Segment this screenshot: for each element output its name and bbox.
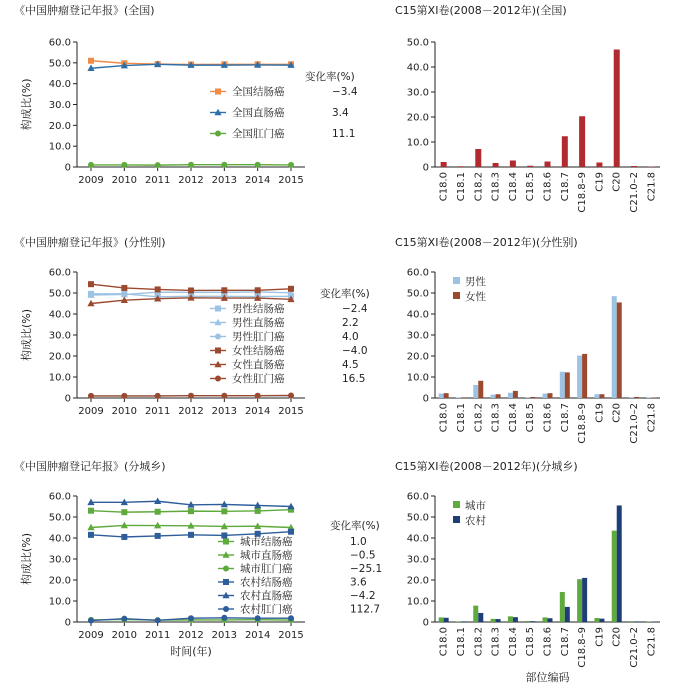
bar: [599, 619, 604, 622]
legend-change: −2.4: [342, 303, 368, 315]
bar: [562, 136, 568, 167]
legend-change: 2.2: [342, 317, 359, 329]
data-point: [221, 393, 227, 399]
data-point: [255, 615, 261, 621]
x-tick-label: C18.1: [455, 403, 467, 433]
legend-label: 城市直肠癌: [240, 549, 293, 562]
bar: [513, 391, 518, 398]
bar: [496, 394, 501, 398]
data-point: [155, 509, 161, 515]
y-tick-label: 10.0: [48, 141, 71, 153]
data-point: [188, 162, 194, 168]
bar: [491, 395, 496, 398]
legend-header: 变化率(%): [305, 71, 355, 83]
y-tick-label: 20.0: [406, 351, 429, 363]
data-point: [288, 162, 294, 168]
data-point: [188, 532, 194, 538]
bar: [513, 617, 518, 622]
legend-swatch-marker: [215, 348, 221, 354]
bar: [543, 617, 548, 622]
data-point: [121, 393, 127, 399]
x-tick-label: 2011: [144, 630, 171, 641]
x-tick-label: 2014: [244, 175, 271, 186]
y-tick-label: 60.0: [406, 267, 429, 279]
x-tick-label: C21.8: [646, 172, 658, 202]
legend-swatch: [453, 501, 460, 508]
y-tick-label: 10.0: [48, 596, 71, 608]
bar: [594, 618, 599, 622]
legend-change: 3.6: [350, 576, 367, 589]
x-tick-label: C18.3: [490, 627, 502, 657]
x-tick-label: C18.8–9: [577, 172, 589, 213]
bar: [508, 616, 513, 622]
bar: [594, 394, 599, 398]
bar: [634, 621, 639, 622]
y-tick-label: 10.0: [406, 137, 429, 149]
bar: [582, 578, 587, 622]
y-tick-label: 40.0: [48, 309, 71, 321]
legend-label: 全国直肠癌: [232, 107, 285, 119]
x-axis-label: 时间(年): [170, 645, 212, 658]
bar: [560, 372, 565, 398]
legend-label: 全国结肠癌: [232, 86, 285, 98]
legend-change: −0.5: [350, 549, 376, 562]
y-tick-label: 10.0: [406, 372, 429, 384]
y-tick-label: 30.0: [48, 100, 71, 111]
legend-label: 城市结肠癌: [240, 536, 293, 548]
data-point: [88, 532, 94, 538]
x-tick-label: 2015: [278, 630, 304, 641]
data-point: [155, 162, 161, 168]
x-tick-label: C18.2: [473, 403, 485, 433]
x-tick-label: C18.2: [473, 172, 485, 202]
y-axis-label: 构成比(%): [20, 78, 33, 131]
x-tick-label: 2013: [211, 630, 238, 641]
bar: [491, 619, 496, 622]
bar: [612, 531, 617, 622]
x-tick-label: C18.4: [507, 403, 519, 433]
legend-change: 4.0: [342, 331, 359, 343]
bar: [473, 606, 478, 622]
y-tick-label: 10.0: [406, 596, 429, 608]
legend-label: 全国肛门癌: [232, 128, 285, 140]
y-tick-label: 50.0: [48, 58, 71, 70]
data-point: [155, 617, 161, 623]
bar: [545, 162, 551, 168]
x-tick-label: 2010: [111, 406, 138, 417]
x-tick-label: 2012: [178, 175, 204, 186]
bar: [478, 381, 483, 398]
bar: [530, 621, 535, 622]
data-point: [88, 508, 94, 514]
bar: [444, 393, 449, 398]
data-point: [221, 287, 227, 293]
data-point: [88, 162, 94, 168]
bar: [582, 354, 587, 398]
bar: [525, 621, 530, 622]
y-tick-label: 50.0: [406, 512, 429, 524]
x-tick-label: C18.5: [525, 627, 537, 657]
y-tick-label: 50.0: [406, 37, 429, 49]
legend-change: 1.0: [350, 536, 367, 548]
y-tick-label: 20.0: [48, 575, 71, 587]
x-tick-label: C18.6: [542, 172, 554, 202]
x-tick-label: C20: [611, 172, 623, 192]
y-tick-label: 60.0: [48, 491, 71, 503]
legend-label: 男性肛门癌: [232, 331, 285, 343]
bar: [444, 618, 449, 622]
data-point: [288, 286, 294, 292]
x-tick-label: C18.6: [542, 403, 554, 433]
y-tick-label: 60.0: [48, 267, 71, 279]
bar: [548, 618, 553, 622]
x-tick-label: C18.1: [455, 627, 467, 657]
legend-label: 女性: [465, 291, 486, 303]
bar: [527, 166, 533, 167]
y-tick-label: 40.0: [48, 533, 71, 545]
x-tick-label: 2014: [244, 630, 271, 641]
bar: [439, 617, 444, 622]
legend-swatch-marker: [215, 89, 221, 95]
bar: [543, 394, 548, 398]
x-tick-label: C18.6: [542, 627, 554, 657]
chart-title: 《中国肿瘤登记年报》(全国): [14, 4, 155, 17]
x-tick-label: C18.4: [507, 627, 519, 657]
x-tick-label: C18.4: [507, 172, 519, 202]
x-tick-label: C19: [594, 627, 606, 647]
bar: [565, 372, 570, 398]
legend-label: 城市: [465, 500, 486, 512]
bar: [634, 397, 639, 398]
legend-header: 变化率(%): [320, 288, 370, 300]
y-tick-label: 30.0: [406, 330, 429, 342]
line-chart-2: [14, 235, 370, 417]
legend-label: 农村肛门癌: [240, 603, 293, 616]
y-tick-label: 0: [64, 617, 71, 629]
y-axis-label: 构成比(%): [20, 308, 33, 362]
data-point: [221, 532, 227, 538]
bar: [579, 116, 585, 167]
bar: [525, 397, 530, 398]
legend-label: 男性直肠癌: [232, 317, 285, 329]
bar: [441, 162, 447, 167]
bar: [461, 621, 466, 622]
legend-swatch-marker: [215, 306, 221, 312]
legend-label: 男性: [465, 276, 486, 288]
data-point: [121, 616, 127, 622]
bar: [510, 161, 516, 168]
bar: [631, 166, 637, 167]
legend-label: 农村: [465, 515, 486, 527]
x-tick-label: 2009: [78, 630, 104, 641]
x-tick-label: C20: [611, 627, 623, 647]
legend-label: 男性结肠癌: [232, 303, 285, 315]
y-tick-label: 0: [64, 162, 71, 174]
legend-change: −3.4: [332, 86, 358, 98]
x-tick-label: C18.8–9: [577, 627, 589, 668]
data-point: [121, 534, 127, 540]
y-tick-label: 40.0: [406, 309, 429, 321]
y-axis-label: 构成比(%): [20, 532, 33, 586]
bar: [617, 302, 622, 398]
x-tick-label: C18.3: [490, 171, 502, 202]
bar-chart-3: [395, 235, 660, 444]
data-point: [155, 533, 161, 539]
x-tick-label: 2010: [111, 630, 138, 641]
data-point: [221, 508, 227, 514]
x-tick-label: C18.5: [525, 403, 537, 433]
data-point: [188, 287, 194, 293]
x-tick-label: C18.0: [438, 627, 450, 657]
x-tick-label: C18.0: [438, 403, 450, 433]
bar: [614, 50, 620, 168]
x-tick-label: C21.8: [646, 627, 658, 657]
x-tick-label: C18.7: [559, 172, 571, 202]
data-point: [188, 393, 194, 399]
data-point: [221, 162, 227, 168]
bar: [612, 296, 617, 398]
legend-swatch-marker: [223, 539, 229, 545]
chart-title: 《中国肿瘤登记年报》(分城乡): [14, 460, 166, 473]
legend-swatch-marker: [223, 606, 229, 612]
data-point: [155, 393, 161, 399]
data-point: [121, 285, 127, 291]
x-tick-label: 2013: [211, 406, 238, 417]
legend-change: 11.1: [332, 128, 356, 140]
legend-change: −25.1: [350, 563, 383, 575]
y-tick-label: 0: [422, 393, 429, 405]
y-tick-label: 50.0: [406, 288, 429, 300]
y-tick-label: 20.0: [48, 120, 71, 132]
legend-swatch-marker: [223, 579, 229, 585]
line-chart-4: [14, 459, 382, 658]
bar: [478, 613, 483, 622]
legend-swatch: [453, 516, 460, 523]
bar: [475, 149, 481, 167]
legend-swatch-marker: [215, 376, 221, 382]
bar-chart-1: [395, 3, 660, 213]
legend-swatch-marker: [215, 334, 221, 340]
legend-label: 女性肛门癌: [232, 373, 285, 385]
chart-title: C15第XI卷(2008－2012年)(分性别): [395, 236, 578, 249]
data-point: [288, 615, 294, 621]
chart-title: C15第XI卷(2008－2012年)(全国): [395, 4, 567, 17]
bar: [456, 621, 461, 622]
x-tick-label: C18.2: [473, 627, 485, 657]
y-tick-label: 50.0: [48, 512, 71, 524]
y-tick-label: 40.0: [406, 533, 429, 545]
data-point: [88, 281, 94, 287]
data-point: [155, 286, 161, 292]
data-point: [255, 393, 261, 399]
chart-title: C15第XI卷(2008－2012年)(分城乡): [395, 460, 578, 473]
x-tick-label: C18.8–9: [577, 403, 589, 444]
legend-header: 变化率(%): [330, 520, 380, 532]
bar: [530, 397, 535, 398]
x-tick-label: C18.7: [559, 403, 571, 433]
x-tick-label: 2015: [278, 406, 304, 417]
legend-change: 16.5: [342, 373, 366, 385]
bar-chart-5: [395, 459, 660, 684]
data-point: [121, 509, 127, 515]
bar: [456, 397, 461, 398]
bar: [560, 592, 565, 622]
x-tick-label: 2011: [144, 406, 171, 417]
data-point: [288, 392, 294, 398]
bar: [577, 356, 582, 398]
data-point: [188, 508, 194, 514]
x-tick-label: 2009: [78, 175, 104, 186]
bar: [473, 385, 478, 398]
y-tick-label: 0: [422, 162, 429, 174]
legend-change: −4.2: [350, 590, 376, 602]
x-tick-label: C18.7: [559, 627, 571, 657]
legend-change: 3.4: [332, 107, 349, 119]
x-tick-label: C20: [611, 403, 623, 423]
y-tick-label: 30.0: [406, 554, 429, 566]
legend-swatch-marker: [223, 566, 229, 572]
x-tick-label: C18.0: [438, 172, 450, 202]
data-point: [188, 615, 194, 621]
x-tick-label: C21.0–2: [629, 172, 641, 213]
y-tick-label: 50.0: [48, 288, 71, 300]
bar: [493, 163, 499, 167]
y-tick-label: 30.0: [48, 330, 71, 342]
bar: [508, 393, 513, 398]
y-tick-label: 60.0: [406, 491, 429, 503]
data-point: [255, 508, 261, 514]
legend-change: −4.0: [342, 345, 368, 357]
legend-label: 城市肛门癌: [240, 563, 293, 575]
x-tick-label: C21.0–2: [629, 403, 641, 444]
legend-label: 女性结肠癌: [232, 345, 285, 357]
y-tick-label: 30.0: [48, 554, 71, 566]
bar: [496, 619, 501, 622]
data-point: [288, 529, 294, 535]
x-tick-label: 2014: [244, 406, 271, 417]
line-chart-0: [14, 3, 358, 186]
bar: [629, 621, 634, 622]
x-tick-label: C21.0–2: [629, 627, 641, 668]
bar: [458, 166, 464, 167]
x-tick-label: C18.3: [490, 402, 502, 433]
legend-change: 112.7: [350, 603, 381, 616]
x-tick-label: 2013: [211, 175, 238, 186]
x-tick-label: C18.5: [525, 172, 537, 202]
y-tick-label: 30.0: [406, 87, 429, 99]
x-tick-label: C19: [594, 172, 606, 192]
data-point: [88, 393, 94, 399]
bar: [577, 579, 582, 622]
x-tick-label: 2010: [111, 175, 138, 186]
x-tick-label: 2012: [178, 630, 204, 641]
legend-swatch: [453, 292, 460, 299]
legend-change: 4.5: [342, 359, 359, 371]
x-tick-label: C18.1: [455, 172, 467, 202]
x-tick-label: 2012: [178, 406, 204, 417]
bar: [599, 394, 604, 398]
y-tick-label: 40.0: [48, 79, 71, 91]
x-tick-label: 2015: [278, 175, 304, 186]
bar: [439, 394, 444, 398]
bar: [617, 505, 622, 622]
x-tick-label: C19: [594, 403, 606, 423]
data-point: [255, 162, 261, 168]
legend-label: 农村直肠癌: [240, 590, 293, 602]
y-tick-label: 60.0: [48, 37, 71, 49]
bar: [461, 397, 466, 398]
y-tick-label: 10.0: [48, 372, 71, 384]
data-point: [255, 287, 261, 293]
y-tick-label: 20.0: [406, 112, 429, 124]
data-point: [121, 162, 127, 168]
bar: [596, 163, 602, 168]
y-tick-label: 0: [64, 393, 71, 405]
bar: [548, 393, 553, 398]
chart-title: 《中国肿瘤登记年报》(分性别): [14, 236, 166, 249]
y-tick-label: 20.0: [48, 351, 71, 363]
x-tick-label: 2009: [78, 406, 104, 417]
data-point: [88, 618, 94, 624]
x-axis-label: 部位编码: [525, 671, 570, 684]
x-tick-label: C21.8: [646, 403, 658, 433]
legend-label: 女性直肠癌: [232, 359, 285, 371]
legend-swatch: [453, 277, 460, 284]
data-point: [221, 615, 227, 621]
legend-swatch-marker: [215, 131, 221, 137]
x-tick-label: 2011: [144, 175, 171, 186]
y-tick-label: 40.0: [406, 62, 429, 74]
y-tick-label: 20.0: [406, 575, 429, 587]
data-point: [88, 58, 94, 64]
bar: [648, 167, 654, 168]
bar: [565, 607, 570, 622]
y-tick-label: 0: [422, 617, 429, 629]
legend-label: 农村结肠癌: [240, 576, 293, 589]
bar: [629, 397, 634, 398]
